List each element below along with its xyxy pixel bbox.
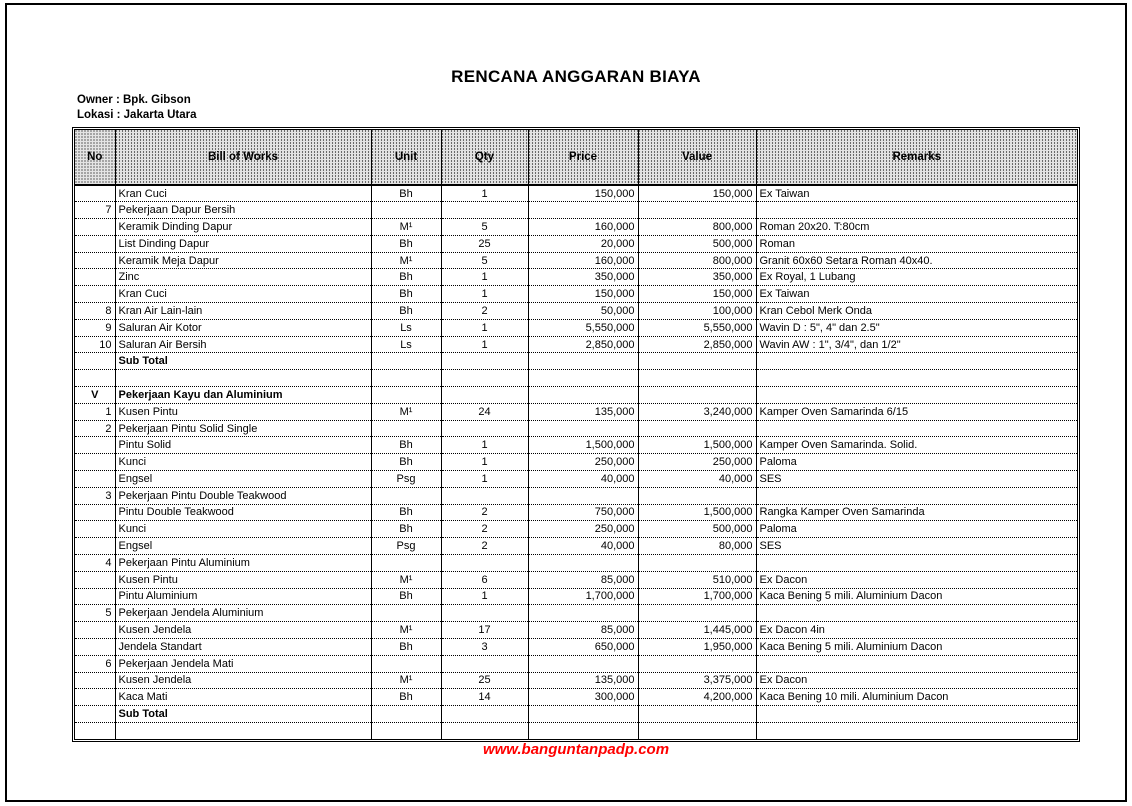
col-header-bill-of-works: Bill of Works (115, 130, 371, 185)
cell-no: 6 (75, 655, 115, 672)
col-header-price: Price (528, 130, 638, 185)
cell-bill-of-works: List Dinding Dapur (115, 235, 371, 252)
table-row (75, 235, 1077, 252)
cell-remarks (756, 202, 1077, 219)
cell-qty: 5 (441, 219, 528, 236)
col-header-value: Value (638, 130, 756, 185)
cell-qty (441, 387, 528, 404)
cell-price: 20,000 (528, 235, 638, 252)
cell-unit: Bh (371, 454, 441, 471)
cell-value (638, 706, 756, 723)
cell-price: 135,000 (528, 672, 638, 689)
cell-remarks: Kaca Bening 5 mili. Aluminium Dacon (756, 639, 1077, 656)
table-row (75, 336, 1077, 353)
page-title: RENCANA ANGGARAN BIAYA (451, 67, 701, 86)
cell-value: 1,950,000 (638, 639, 756, 656)
cell-unit: M¹ (371, 571, 441, 588)
cell-value: 3,375,000 (638, 672, 756, 689)
cell-value: 1,500,000 (638, 504, 756, 521)
col-header-no: No (75, 130, 115, 185)
cell-unit: M¹ (371, 403, 441, 420)
cell-qty: 1 (441, 471, 528, 488)
cell-bill-of-works: Pintu Double Teakwood (115, 504, 371, 521)
cell-remarks (756, 706, 1077, 723)
cell-qty (441, 723, 528, 740)
cell-price (528, 555, 638, 572)
cell-unit: Bh (371, 504, 441, 521)
col-header-qty: Qty (441, 130, 528, 185)
cell-bill-of-works: Kran Air Lain-lain (115, 303, 371, 320)
cell-value (638, 655, 756, 672)
cell-value (638, 202, 756, 219)
cell-value (638, 487, 756, 504)
cell-qty (441, 420, 528, 437)
cell-price: 250,000 (528, 521, 638, 538)
lokasi-line: Lokasi : Jakarta Utara (77, 109, 197, 121)
table-row (75, 471, 1077, 488)
cell-bill-of-works: Kusen Jendela (115, 622, 371, 639)
cell-value (638, 605, 756, 622)
cell-remarks (756, 723, 1077, 740)
cell-qty (441, 706, 528, 723)
cell-bill-of-works: Saluran Air Bersih (115, 336, 371, 353)
cell-price: 160,000 (528, 219, 638, 236)
table-row (75, 219, 1077, 236)
cell-unit: Bh (371, 521, 441, 538)
cell-remarks: Rangka Kamper Oven Samarinda (756, 504, 1077, 521)
cell-remarks: Granit 60x60 Setara Roman 40x40. (756, 252, 1077, 269)
cell-price: 160,000 (528, 252, 638, 269)
cell-bill-of-works: Kusen Pintu (115, 403, 371, 420)
cell-no (75, 538, 115, 555)
table-row (75, 286, 1077, 303)
cell-bill-of-works: Sub Total (115, 706, 371, 723)
cell-unit: Bh (371, 437, 441, 454)
cell-price (528, 487, 638, 504)
cell-remarks: SES (756, 471, 1077, 488)
cell-qty (441, 370, 528, 387)
cell-remarks: Ex Taiwan (756, 286, 1077, 303)
cell-price: 750,000 (528, 504, 638, 521)
cell-no (75, 622, 115, 639)
cell-remarks (756, 655, 1077, 672)
cell-unit: Bh (371, 269, 441, 286)
cell-no: V (75, 387, 115, 404)
rab-table (72, 127, 1080, 742)
owner-line: Owner : Bpk. Gibson (77, 94, 191, 106)
table-row (75, 655, 1077, 672)
cell-qty (441, 605, 528, 622)
cell-unit: M¹ (371, 622, 441, 639)
cell-qty: 17 (441, 622, 528, 639)
cell-unit: Ls (371, 336, 441, 353)
table-row (75, 521, 1077, 538)
cell-unit: Bh (371, 303, 441, 320)
cell-price: 5,550,000 (528, 319, 638, 336)
cell-bill-of-works: Pekerjaan Jendela Aluminium (115, 605, 371, 622)
table-header-row (75, 130, 1077, 185)
cell-bill-of-works: Engsel (115, 538, 371, 555)
table-row (75, 454, 1077, 471)
cell-unit (371, 723, 441, 740)
cell-remarks: Ex Dacon 4in (756, 622, 1077, 639)
cell-no: 4 (75, 555, 115, 572)
cell-price (528, 353, 638, 370)
cell-value: 800,000 (638, 252, 756, 269)
cell-price (528, 706, 638, 723)
cell-unit (371, 706, 441, 723)
cell-value: 800,000 (638, 219, 756, 236)
cell-unit: M¹ (371, 672, 441, 689)
cell-value (638, 555, 756, 572)
cell-unit: M¹ (371, 219, 441, 236)
cell-no (75, 672, 115, 689)
cell-price (528, 723, 638, 740)
cell-no (75, 252, 115, 269)
cell-no: 2 (75, 420, 115, 437)
cell-bill-of-works: Pintu Aluminium (115, 588, 371, 605)
table-row (75, 185, 1077, 202)
cell-value: 5,550,000 (638, 319, 756, 336)
cell-bill-of-works (115, 370, 371, 387)
table-row (75, 403, 1077, 420)
cell-unit: Bh (371, 185, 441, 202)
cell-bill-of-works: Zinc (115, 269, 371, 286)
cell-remarks (756, 420, 1077, 437)
cell-value: 2,850,000 (638, 336, 756, 353)
col-header-unit: Unit (371, 130, 441, 185)
footer-url-link[interactable]: www.banguntanpadp.com (482, 741, 670, 758)
cell-price: 2,850,000 (528, 336, 638, 353)
cell-remarks: Ex Dacon (756, 571, 1077, 588)
table-row (75, 252, 1077, 269)
cell-value: 1,445,000 (638, 622, 756, 639)
cell-unit: Bh (371, 689, 441, 706)
cell-no (75, 706, 115, 723)
cell-price (528, 655, 638, 672)
cell-qty: 14 (441, 689, 528, 706)
table-row (75, 588, 1077, 605)
cell-bill-of-works: Kunci (115, 521, 371, 538)
table-row (75, 622, 1077, 639)
cell-qty: 24 (441, 403, 528, 420)
cell-unit: M¹ (371, 252, 441, 269)
cell-bill-of-works: Pekerjaan Pintu Aluminium (115, 555, 371, 572)
cell-remarks: Paloma (756, 454, 1077, 471)
cell-remarks: Ex Dacon (756, 672, 1077, 689)
cell-no (75, 689, 115, 706)
cell-qty (441, 487, 528, 504)
table-row (75, 269, 1077, 286)
table-row (75, 319, 1077, 336)
cell-no (75, 353, 115, 370)
table-row (75, 420, 1077, 437)
cell-no (75, 588, 115, 605)
cell-no (75, 571, 115, 588)
cell-remarks: Kamper Oven Samarinda 6/15 (756, 403, 1077, 420)
cell-no (75, 437, 115, 454)
cell-price: 1,500,000 (528, 437, 638, 454)
cell-qty: 5 (441, 252, 528, 269)
cell-value: 500,000 (638, 521, 756, 538)
cell-qty: 6 (441, 571, 528, 588)
cell-remarks: Wavin AW : 1", 3/4", dan 1/2" (756, 336, 1077, 353)
table-row (75, 437, 1077, 454)
table-row (75, 555, 1077, 572)
table-row (75, 605, 1077, 622)
cell-price (528, 370, 638, 387)
cell-qty: 1 (441, 588, 528, 605)
cell-no (75, 504, 115, 521)
cell-remarks (756, 555, 1077, 572)
cell-unit (371, 605, 441, 622)
cell-no: 5 (75, 605, 115, 622)
cell-bill-of-works: Kusen Jendela (115, 672, 371, 689)
cell-remarks: Wavin D : 5", 4" dan 2.5" (756, 319, 1077, 336)
cell-unit: Bh (371, 639, 441, 656)
cell-value: 500,000 (638, 235, 756, 252)
cell-bill-of-works: Engsel (115, 471, 371, 488)
cell-remarks: Kaca Bening 5 mili. Aluminium Dacon (756, 588, 1077, 605)
cell-remarks: Ex Taiwan (756, 185, 1077, 202)
cell-price (528, 420, 638, 437)
table-row (75, 723, 1077, 740)
table-row (75, 387, 1077, 404)
cell-price (528, 202, 638, 219)
cell-no: 10 (75, 336, 115, 353)
cell-qty (441, 555, 528, 572)
cell-value (638, 420, 756, 437)
cell-no: 7 (75, 202, 115, 219)
table-row (75, 202, 1077, 219)
cell-qty: 1 (441, 437, 528, 454)
cell-qty: 2 (441, 538, 528, 555)
cell-remarks: Kamper Oven Samarinda. Solid. (756, 437, 1077, 454)
cell-bill-of-works: Kunci (115, 454, 371, 471)
cell-bill-of-works (115, 723, 371, 740)
cell-qty: 3 (441, 639, 528, 656)
cell-value: 250,000 (638, 454, 756, 471)
cell-unit (371, 370, 441, 387)
cell-qty: 2 (441, 521, 528, 538)
cell-value: 1,500,000 (638, 437, 756, 454)
cell-unit (371, 353, 441, 370)
cell-qty: 1 (441, 319, 528, 336)
cell-price: 85,000 (528, 571, 638, 588)
cell-value: 40,000 (638, 471, 756, 488)
cell-price: 150,000 (528, 185, 638, 202)
cell-no (75, 219, 115, 236)
cell-remarks (756, 387, 1077, 404)
cell-qty: 25 (441, 672, 528, 689)
cell-no (75, 185, 115, 202)
cell-price: 650,000 (528, 639, 638, 656)
cell-qty: 2 (441, 303, 528, 320)
cell-value (638, 370, 756, 387)
cell-value: 4,200,000 (638, 689, 756, 706)
cell-remarks: Kaca Bening 10 mili. Aluminium Dacon (756, 689, 1077, 706)
cell-no: 3 (75, 487, 115, 504)
cell-qty: 1 (441, 269, 528, 286)
cell-bill-of-works: Keramik Meja Dapur (115, 252, 371, 269)
cell-qty: 1 (441, 454, 528, 471)
cell-no: 8 (75, 303, 115, 320)
cell-no: 1 (75, 403, 115, 420)
cell-unit: Bh (371, 235, 441, 252)
cell-remarks: Kran Cebol Merk Onda (756, 303, 1077, 320)
cell-bill-of-works: Saluran Air Kotor (115, 319, 371, 336)
cell-remarks (756, 370, 1077, 387)
col-header-remarks: Remarks (756, 130, 1077, 185)
cell-no (75, 471, 115, 488)
table-row (75, 689, 1077, 706)
cell-unit: Bh (371, 286, 441, 303)
table-row (75, 303, 1077, 320)
cell-unit (371, 655, 441, 672)
cell-unit: Psg (371, 471, 441, 488)
cell-bill-of-works: Kran Cuci (115, 286, 371, 303)
cell-no (75, 370, 115, 387)
cell-no (75, 639, 115, 656)
cell-bill-of-works: Pekerjaan Jendela Mati (115, 655, 371, 672)
cell-qty (441, 655, 528, 672)
cell-no (75, 269, 115, 286)
cell-bill-of-works: Pekerjaan Pintu Double Teakwood (115, 487, 371, 504)
cell-unit: Ls (371, 319, 441, 336)
table-row (75, 353, 1077, 370)
table-row (75, 504, 1077, 521)
table-row (75, 571, 1077, 588)
cell-qty: 1 (441, 286, 528, 303)
cell-bill-of-works: Kaca Mati (115, 689, 371, 706)
cell-qty (441, 353, 528, 370)
cell-qty: 1 (441, 185, 528, 202)
cell-no (75, 723, 115, 740)
cell-value (638, 353, 756, 370)
cell-bill-of-works: Sub Total (115, 353, 371, 370)
cell-remarks: Roman 20x20. T:80cm (756, 219, 1077, 236)
cell-no (75, 235, 115, 252)
cell-unit (371, 202, 441, 219)
cell-value (638, 387, 756, 404)
cell-unit (371, 487, 441, 504)
cell-qty: 25 (441, 235, 528, 252)
cell-qty (441, 202, 528, 219)
cell-value: 100,000 (638, 303, 756, 320)
cell-price: 50,000 (528, 303, 638, 320)
cell-value: 350,000 (638, 269, 756, 286)
cell-price: 1,700,000 (528, 588, 638, 605)
cell-price: 85,000 (528, 622, 638, 639)
cell-bill-of-works: Pintu Solid (115, 437, 371, 454)
cell-unit: Bh (371, 588, 441, 605)
table-row (75, 538, 1077, 555)
cell-price: 350,000 (528, 269, 638, 286)
cell-price (528, 605, 638, 622)
cell-bill-of-works: Kran Cuci (115, 185, 371, 202)
cell-remarks (756, 353, 1077, 370)
cell-price: 250,000 (528, 454, 638, 471)
cell-price: 135,000 (528, 403, 638, 420)
cell-bill-of-works: Pekerjaan Kayu dan Aluminium (115, 387, 371, 404)
cell-value (638, 723, 756, 740)
cell-value: 3,240,000 (638, 403, 756, 420)
cell-value: 510,000 (638, 571, 756, 588)
cell-no (75, 521, 115, 538)
cell-price (528, 387, 638, 404)
cell-value: 80,000 (638, 538, 756, 555)
cell-unit (371, 420, 441, 437)
cell-unit (371, 387, 441, 404)
cell-qty: 2 (441, 504, 528, 521)
cell-no: 9 (75, 319, 115, 336)
cell-remarks (756, 487, 1077, 504)
cell-remarks: Roman (756, 235, 1077, 252)
table-row (75, 706, 1077, 723)
cell-bill-of-works: Kusen Pintu (115, 571, 371, 588)
cell-bill-of-works: Keramik Dinding Dapur (115, 219, 371, 236)
cell-bill-of-works: Pekerjaan Dapur Bersih (115, 202, 371, 219)
cell-value: 150,000 (638, 185, 756, 202)
cell-qty: 1 (441, 336, 528, 353)
cell-price: 150,000 (528, 286, 638, 303)
cell-bill-of-works: Pekerjaan Pintu Solid Single (115, 420, 371, 437)
cell-remarks (756, 605, 1077, 622)
cell-price: 40,000 (528, 471, 638, 488)
cell-unit: Psg (371, 538, 441, 555)
cell-price: 40,000 (528, 538, 638, 555)
cell-value: 150,000 (638, 286, 756, 303)
cell-bill-of-works: Jendela Standart (115, 639, 371, 656)
cell-remarks: Paloma (756, 521, 1077, 538)
cell-no (75, 286, 115, 303)
table-row (75, 639, 1077, 656)
table-row (75, 487, 1077, 504)
cell-unit (371, 555, 441, 572)
cell-remarks: Ex Royal, 1 Lubang (756, 269, 1077, 286)
cell-no (75, 454, 115, 471)
cell-value: 1,700,000 (638, 588, 756, 605)
cell-remarks: SES (756, 538, 1077, 555)
table-row (75, 672, 1077, 689)
table-row (75, 370, 1077, 387)
cell-price: 300,000 (528, 689, 638, 706)
